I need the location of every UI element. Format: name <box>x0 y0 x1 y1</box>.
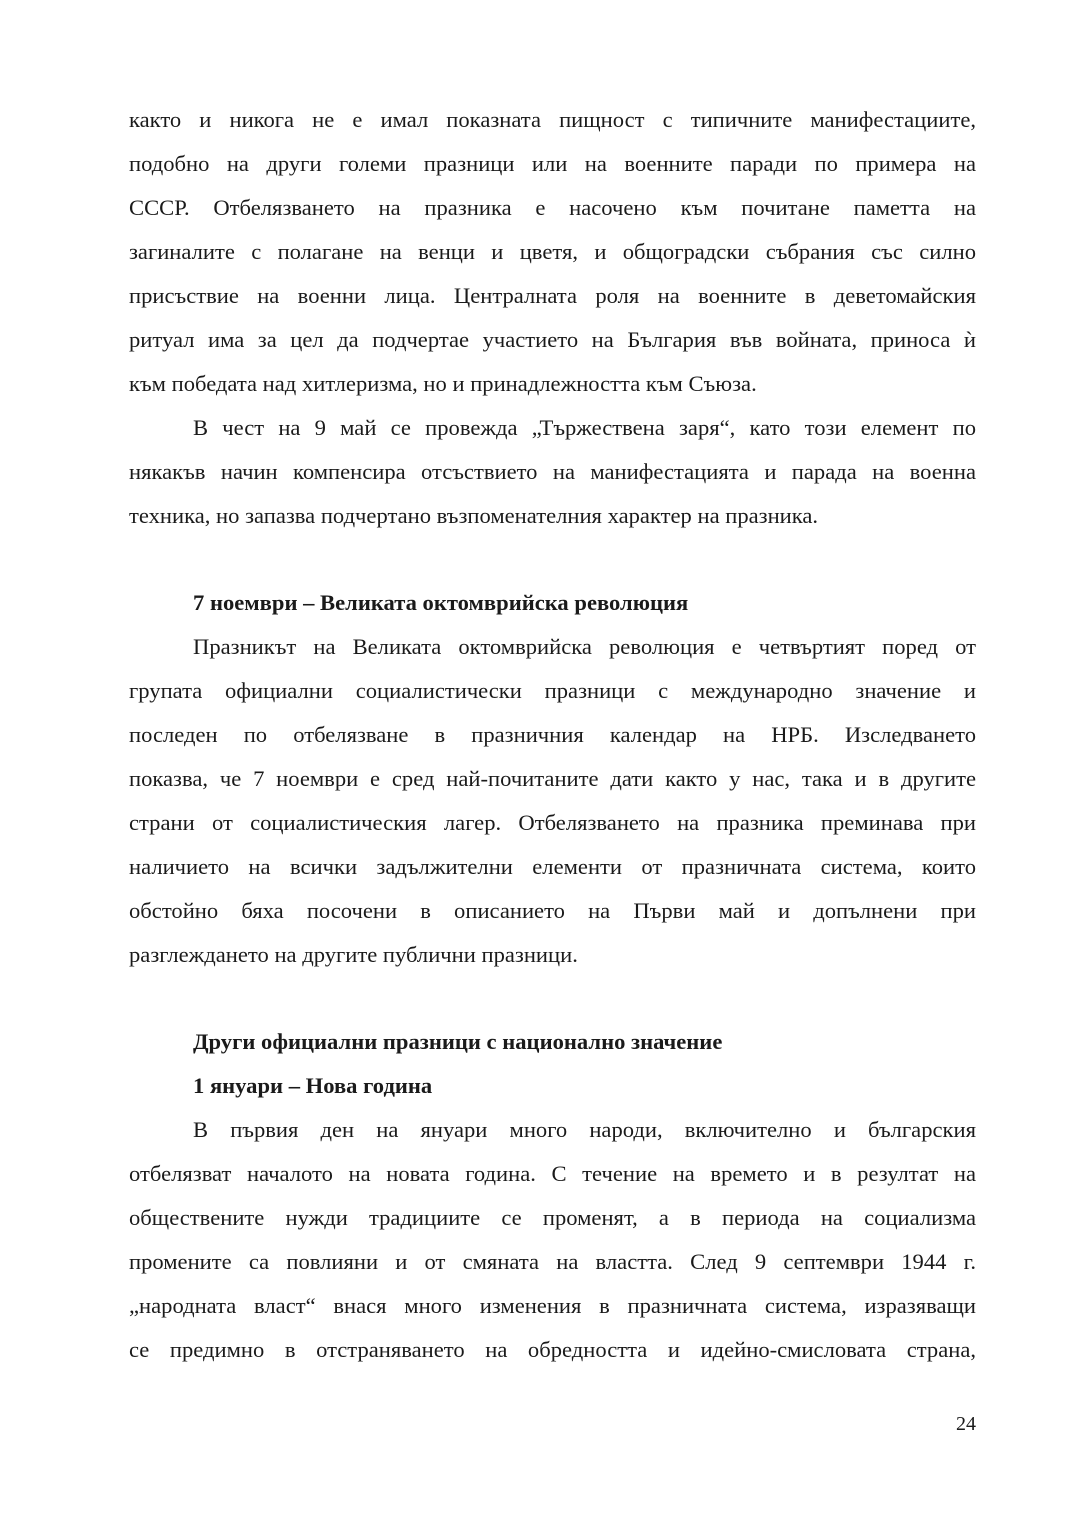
paragraph-4 <box>129 1108 976 1372</box>
text-line: страни от социалистическия лагер. Отбелязването на празника преминава при <box>129 810 976 835</box>
text-line: присъствие на военни лица. Централната роля на военните в деветомайския <box>129 283 976 308</box>
text-line: групата официални социалистически празници с международно значение и <box>129 678 976 703</box>
text-line: обществените нужди традициите се променят, а в периода на социализма <box>129 1205 976 1230</box>
paragraph-3 <box>129 625 976 977</box>
text-line: последен по отбелязване в празничния календар на НРБ. Изследването <box>129 722 976 747</box>
text-line: се предимно в отстраняването на обредността и идейно-смисловата страна, <box>129 1337 976 1362</box>
text-line: техника, но запазва подчертано възпоменателния характер на празника. <box>129 503 819 528</box>
text-line: както и никога не е имал показната пищност с типичните манифестациите, <box>129 107 976 132</box>
text-line: СССР. Отбелязването на празника е насочено към почитане паметта на <box>129 195 976 220</box>
text-line: загиналите с полагане на венци и цветя, и общоградски събрания със силно <box>129 239 976 264</box>
section-heading-november-7: 7 ноември – Великата октомврийска революция <box>193 590 689 615</box>
text-line: обстойно бяха посочени в описанието на Първи май и допълнени при <box>129 898 976 923</box>
document-page <box>129 98 976 1372</box>
text-line: показва, че 7 ноември е сред най-почитаните дати както у нас, така и в другите <box>129 766 976 791</box>
section-spacer <box>129 538 976 581</box>
section-heading-new-year: 1 януари – Нова година <box>193 1073 433 1098</box>
text-line: „народната власт“ внася много изменения в празничната система, изразяващи <box>129 1293 976 1318</box>
text-line: към победата над хитлеризма, но и принадлежността към Съюза. <box>129 371 757 396</box>
paragraph-1 <box>129 98 976 406</box>
text-line: някакъв начин компенсира отсъствието на манифестацията и парада на военна <box>129 459 976 484</box>
text-line: Празникът на Великата октомврийска революция е четвъртият поред от <box>193 634 976 659</box>
text-line: разглеждането на другите публични празници. <box>129 942 578 967</box>
section-heading-other-holidays: Други официални празници с национално значение <box>193 1029 723 1054</box>
text-line: отбелязват началото на новата година. С течение на времето и в резултат на <box>129 1161 976 1186</box>
text-line: промените са повлияни и от смяната на властта. След 9 септември 1944 г. <box>129 1249 976 1274</box>
page-number: 24 <box>956 1413 976 1435</box>
text-line: подобно на други големи празници или на военните паради по примера на <box>129 151 976 176</box>
text-line: ритуал има за цел да подчертае участието на България във войната, приноса ѝ <box>129 327 976 352</box>
paragraph-2 <box>129 406 976 538</box>
text-line: В първия ден на януари много народи, включително и българския <box>193 1117 976 1142</box>
text-line: В чест на 9 май се провежда „Тържествена заря“, като този елемент по <box>193 415 976 440</box>
section-spacer <box>129 977 976 1020</box>
text-line: наличието на всички задължителни елементи от празничната система, които <box>129 854 976 879</box>
